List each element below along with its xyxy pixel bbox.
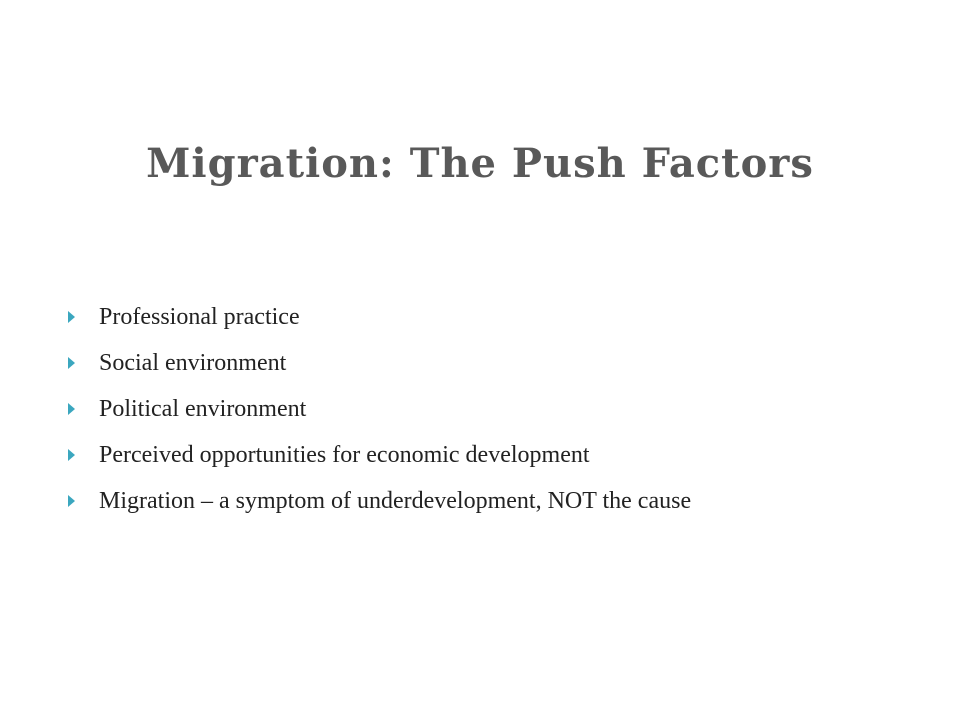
bullet-item: [66, 294, 691, 340]
bullet-text: Perceived opportunities for economic development: [99, 441, 590, 468]
triangle-right-icon: [68, 449, 75, 461]
triangle-right-icon: [68, 495, 75, 507]
triangle-right-icon: [68, 403, 75, 415]
bullet-text: Political environment: [99, 395, 307, 422]
bullet-text: Migration – a symptom of underdevelopment, NOT the cause: [99, 487, 692, 514]
bullet-item: [66, 386, 691, 432]
slide-title: Migration: The Push Factors: [146, 140, 814, 187]
bullet-text: Professional practice: [99, 303, 300, 330]
bullet-list: [66, 294, 691, 524]
bullet-item: [66, 340, 691, 386]
triangle-right-icon: [68, 311, 75, 323]
bullet-item: [66, 478, 691, 524]
bullet-item: [66, 432, 691, 478]
triangle-right-icon: [68, 357, 75, 369]
bullet-text: Social environment: [99, 349, 287, 376]
